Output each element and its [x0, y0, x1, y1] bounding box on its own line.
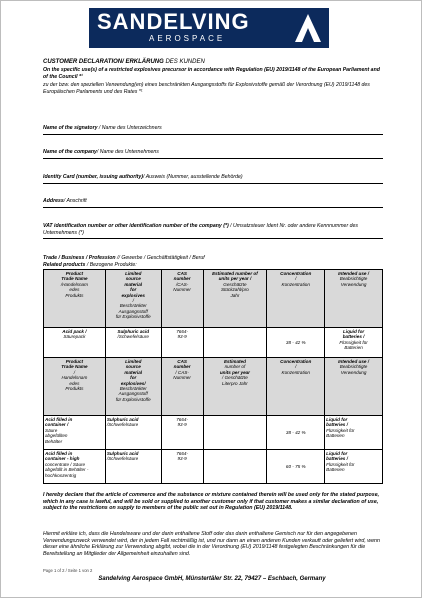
- row1-estimated[interactable]: [203, 328, 267, 358]
- row1-concentration: 38 - 42 %: [267, 328, 325, 358]
- cell-line: 93-9: [177, 456, 187, 462]
- cell-line: Konzentration: [281, 281, 310, 287]
- cell-line: units per year: [219, 369, 250, 375]
- trade-line: [43, 255, 383, 262]
- cell-line: Acid filled in: [45, 451, 73, 456]
- cell-line: für Explosivstoffe: [115, 396, 151, 402]
- cell-line: Nummer: [173, 287, 191, 293]
- cell-line: Säurepack: [63, 334, 86, 340]
- logo-name: SANDELVING: [97, 9, 250, 34]
- cell-line: Beabsichtigte: [339, 364, 368, 370]
- company-logo: [89, 8, 329, 48]
- cell-line: Product: [65, 271, 84, 276]
- signatory-label-en: Name of the signatory: [43, 125, 98, 131]
- cell-line: container /: [45, 422, 69, 428]
- cell-line: /: [73, 369, 76, 375]
- signatory-field[interactable]: [43, 125, 383, 135]
- cell-line: material: [124, 281, 143, 287]
- row2-cas: [161, 416, 203, 450]
- cell-line: CAS: [177, 271, 187, 276]
- cell-line: /CAS-: [175, 281, 189, 287]
- table-row: [44, 450, 383, 484]
- row3-source: [105, 450, 161, 484]
- title-en: CUSTOMER DECLARATION/ ERKLÄRUNG: [43, 59, 164, 65]
- intro-de: zu der bzw. den speziellen Verwendung(en) eines beschränkten Ausgangsstoffs für Explosivstoffe gemäß der Verordnung (EU) 2019/1148 des Europäischen Parlaments und des Rates *¹: [43, 82, 370, 95]
- cell-line: /: [295, 364, 297, 370]
- company-field[interactable]: [43, 149, 383, 159]
- cell-line: Sulphuric acid: [106, 451, 139, 456]
- cell-line: Verwendung: [340, 281, 367, 287]
- identity-label-en: Identity Card (number, issuing authority): [43, 174, 144, 180]
- cell-line: Intended use /: [338, 359, 370, 364]
- cell-line: Limited: [125, 271, 142, 276]
- trade-label-en: Trade / Business / Profession: [43, 255, 116, 261]
- cell-line: units per year /: [218, 276, 252, 282]
- cell-line: Sulphuric acid: [117, 329, 150, 334]
- cell-line: Verwendung: [340, 369, 367, 375]
- cell-line: Behälter: [45, 438, 63, 444]
- table-header-row: [44, 270, 383, 328]
- products-table: [43, 269, 383, 484]
- cell-line: Concentration: [280, 271, 312, 276]
- cell-line: number of: [224, 364, 246, 370]
- identity-field[interactable]: [43, 174, 383, 184]
- cell-line: für Explosivstoffe: [115, 314, 151, 320]
- cell-line: Produkts: [65, 386, 84, 392]
- cell-line: explosives/: [120, 380, 146, 386]
- cell-line: Liquid for: [342, 329, 365, 334]
- header2-concentration: [267, 358, 325, 416]
- address-label-de: / Anschrift: [63, 198, 87, 204]
- header2-product: [44, 358, 106, 416]
- row2-concentration: 38 - 42 %: [267, 416, 325, 450]
- cell-line: /: [295, 276, 297, 282]
- table-row: [44, 416, 383, 450]
- cell-line: Batterien: [344, 345, 363, 351]
- document-title: [43, 59, 383, 66]
- cell-line: Beschränkter: [119, 386, 147, 392]
- cell-line: 93-9: [177, 422, 187, 428]
- row3-cas: [161, 450, 203, 484]
- cell-line: hochkonzentrig: [45, 472, 77, 478]
- header2-intended: [325, 358, 383, 416]
- cell-line: 7664-: [176, 329, 188, 334]
- cell-line: abgefüllt in Behälter -: [45, 467, 89, 473]
- header-source: [105, 270, 161, 328]
- cell-line: Konzentration: [281, 369, 310, 375]
- cell-line: batteries /: [342, 334, 365, 340]
- cell-line: /: [132, 298, 134, 304]
- related-label-en: Related products: [43, 261, 86, 268]
- cell-line: abgefüllten: [45, 433, 68, 439]
- row3-concentration: 60 - 75 %: [267, 450, 325, 484]
- cell-line: Trade Name: [61, 276, 88, 282]
- cell-line: Handelsnam: [61, 375, 88, 381]
- cell-line: concentrate / Säure: [45, 461, 86, 467]
- header2-estimated: [203, 358, 267, 416]
- title-block: [43, 59, 383, 95]
- cell-line: Concentration: [280, 359, 312, 364]
- footer-address: Sandelving Aerospace GmbH, Münstertäler Str. 22, 79427 – Eschbach, Germany: [98, 576, 326, 582]
- cell-line: Ausgangsstoff: [118, 391, 148, 397]
- cell-line: Ausgangsstoff: [118, 308, 148, 314]
- cell-line: number: [173, 364, 191, 370]
- cell-line: Beschränkter: [119, 303, 147, 309]
- vat-field[interactable]: [43, 223, 383, 239]
- cell-line: Flüssigkeit für: [326, 427, 355, 433]
- logo-subtitle: AEROSPACE: [149, 34, 226, 43]
- cell-line: 93-9: [177, 334, 187, 340]
- cell-line: Liquid for: [326, 417, 348, 422]
- cell-line: source: [125, 364, 141, 370]
- cell-line: explosives: [121, 292, 145, 298]
- row3-product: [44, 450, 106, 484]
- row1-intended: [325, 328, 383, 358]
- row2-source: [105, 416, 161, 450]
- row2-product: [44, 416, 106, 450]
- row3-intended: [325, 450, 383, 484]
- vat-label-en: VAT identification number or other identification number of the company (*): [43, 223, 229, 229]
- cell-line: 7664-: [176, 451, 188, 456]
- cell-line: Beabsichtigte: [339, 276, 368, 282]
- trade-block: [43, 255, 383, 268]
- page-number: Page 1 of 2 / Seite 1 von 2: [43, 568, 93, 573]
- cell-line: Flüssigkeit für: [326, 461, 355, 467]
- cell-line: Batterien: [326, 433, 345, 439]
- declaration-en: I hereby declare that the article of commerce and the substance or mixture contained therein will be used only for the stated purpose, which in any case is lawful, and will be sold or supplied to another customer only if that customer makes a similar declaration of use, subject to the restrictions on supply to members of the public set out in Regulation (EU) 2019/1148.: [43, 492, 380, 512]
- row1-source: [105, 328, 161, 358]
- cell-line: 7664-: [176, 417, 188, 422]
- cell-line: Liquid for: [326, 451, 348, 456]
- table-header-row: [44, 358, 383, 416]
- header-concentration: [267, 270, 325, 328]
- cell-line: /Schwefelsäure: [106, 456, 139, 462]
- cell-line: container - high: [45, 456, 80, 462]
- cell-line: batteries /: [326, 422, 348, 428]
- row2-intended: [325, 416, 383, 450]
- declaration-de: Hiermit erkläre ich, dass die Handelsware und der darin enthaltene Stoff oder das darin enthaltene Gemisch nur für den angegebenen Verwendungszweck verwendet wird, der in jedem Fall rechtmäßig ist, und nur dann an einen anderen Kunden verkauft oder geliefert wird, wenn dieser eine ähnliche Erklärung zur Verwendung abgibt, wobei die in der Verordnung (EU) 2019/1148 festgelegten Beschränkungen für die Bereitstellung an Mitglieder der Allgemeinheit einzuhalten sind.: [43, 531, 380, 557]
- cell-line: Jahr: [230, 292, 240, 298]
- cell-line: Batterien: [326, 467, 345, 473]
- row1-product: [44, 328, 106, 358]
- header-product: [44, 270, 106, 328]
- cell-line: number: [173, 276, 191, 282]
- cell-line: Stückzahl/pro: [221, 287, 249, 293]
- table-row: [44, 328, 383, 358]
- company-label-en: Name of the company: [43, 149, 97, 155]
- cell-line: edes: [69, 287, 80, 293]
- address-field[interactable]: [43, 198, 383, 208]
- header-estimated: [203, 270, 267, 328]
- cell-line: Acid pack /: [62, 329, 87, 334]
- cell-line: / CAS-: [175, 369, 189, 375]
- trade-label-de: // Gewerbe / Geschäftstätigkeit / Beruf: [115, 255, 205, 261]
- header2-cas: [161, 358, 203, 416]
- cell-line: Literpro Jahr: [222, 380, 248, 386]
- company-label-de: / Name des Unternehmens: [96, 149, 159, 155]
- row2-estimated[interactable]: [203, 416, 267, 450]
- delta-wing-icon: [293, 12, 323, 44]
- cell-line: Intended use /: [338, 271, 370, 276]
- cell-line: /Schwefelsäure: [106, 422, 139, 428]
- intro-en: On the specific use(s) of a restricted explosives precursor in accordance with Regulation (EU) 2019/1148 of the European Parliament and of the Council *¹: [43, 67, 380, 80]
- cell-line: for: [130, 375, 137, 381]
- cell-line: Trade Name: [61, 364, 88, 370]
- header2-source: [105, 358, 161, 416]
- cell-line: for: [130, 287, 137, 293]
- identity-label-de: / Ausweis (Nummer, ausstellende Behörde): [143, 174, 243, 180]
- cell-line: Sulphuric acid: [106, 417, 139, 422]
- related-line: [43, 262, 383, 269]
- signatory-label-de: / Name des Unterzeichners: [97, 125, 162, 131]
- cell-line: Säure: [45, 427, 58, 433]
- cell-line: source: [125, 276, 141, 282]
- cell-line: Produkts: [65, 292, 84, 298]
- cell-line: Estimated: [223, 359, 246, 364]
- address-label-en: Address: [43, 198, 64, 204]
- cell-line: CAS: [177, 359, 187, 364]
- cell-line: Estimated number of: [212, 271, 258, 276]
- cell-line: /Schwefelsäure: [117, 334, 149, 340]
- header-intended: [325, 270, 383, 328]
- cell-line: Acid filled in: [45, 417, 73, 422]
- header-cas: [161, 270, 203, 328]
- row3-estimated[interactable]: [203, 450, 267, 484]
- cell-line: batteries /: [326, 456, 348, 462]
- cell-line: Product: [65, 359, 84, 364]
- cell-line: Flüssigkeit für: [339, 339, 368, 345]
- cell-line: Nummer: [173, 375, 191, 381]
- cell-line: /Handelsnam: [60, 281, 88, 287]
- title-de: DES KUNDEN: [165, 59, 205, 65]
- cell-line: Geschätzte: [223, 281, 247, 287]
- cell-line: material: [124, 369, 143, 375]
- cell-line: edes: [69, 380, 80, 386]
- cell-line: / Geschätzte: [222, 375, 248, 381]
- row1-cas: [161, 328, 203, 358]
- vat-label-de: / Umsatzsteuer Ident Nr. oder andere Kennnummer des Unternehmens (*): [43, 223, 358, 236]
- cell-line: Limited: [125, 359, 142, 364]
- related-label-de: / Bezogene Produkte:: [86, 261, 137, 268]
